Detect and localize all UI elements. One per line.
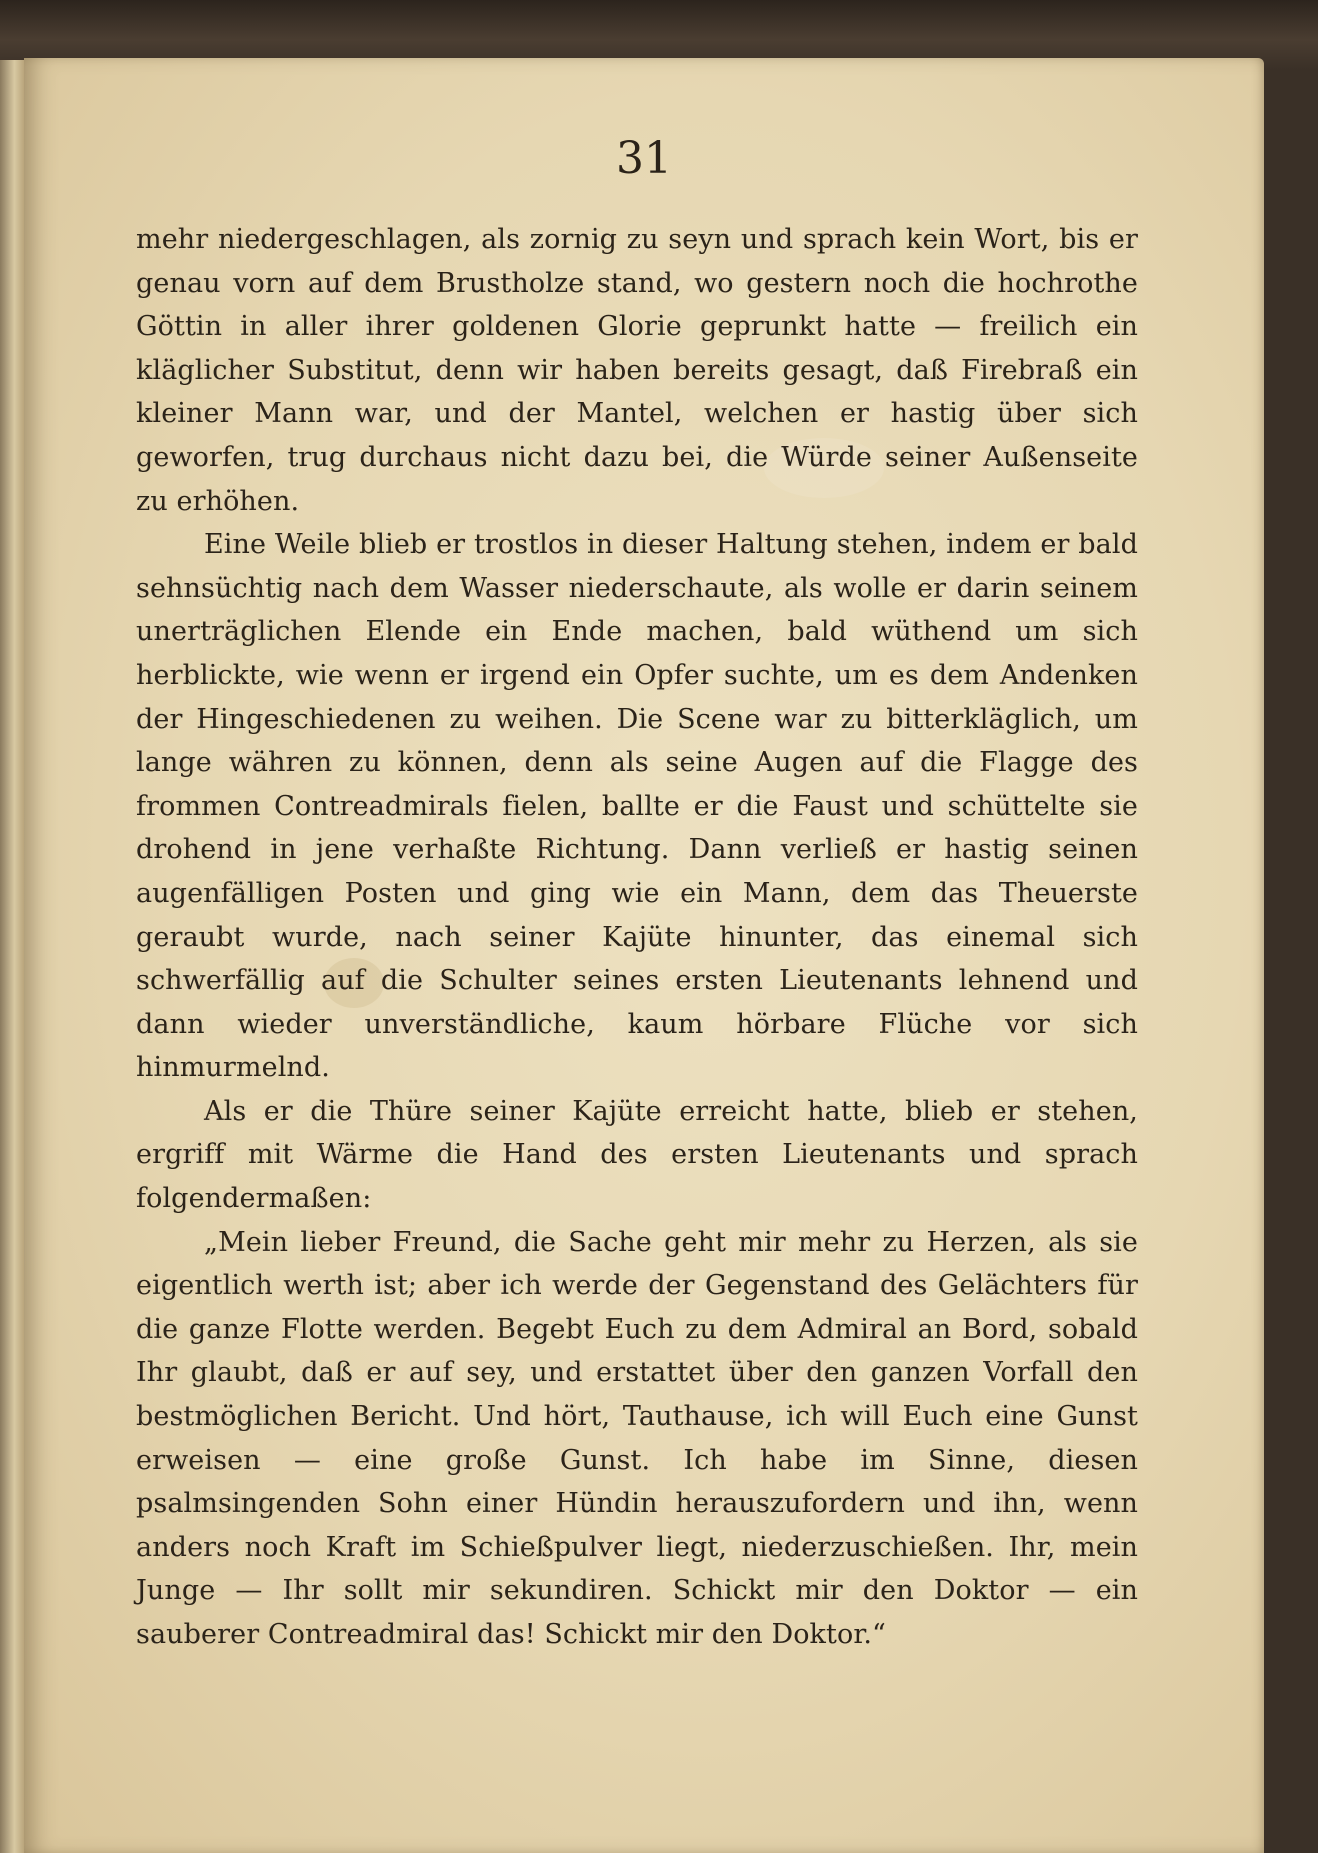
left-page-edge	[0, 60, 24, 1853]
page-number: 31	[616, 133, 672, 184]
paragraph: mehr niedergeschlagen, als zornig zu seyn und sprach kein Wort, bis er genau vorn auf dem Brustholze stand, wo gestern noch die hochrothe Göttin in aller ihrer goldenen Glorie geprunkt hatte — freilich ein kläglicher Substitut, denn wir haben bereits gesagt, daß Firebraß ein kleiner Mann war, und der Mantel, welchen er hastig über sich geworfen, trug durchaus nicht dazu bei, die Würde seiner Außenseite zu erhöhen.	[136, 224, 1138, 517]
paragraph: Eine Weile blieb er trostlos in dieser Haltung stehen, indem er bald sehnsüchtig nach dem Wasser niederschaute, als wolle er darin seinem unerträglichen Elende ein Ende machen, bald wüthend um sich herblickte, wie wenn er irgend ein Opfer suchte, um es dem Andenken der Hingeschiedenen zu weihen. Die Scene war zu bitterkläglich, um lange währen zu können, denn als seine Augen auf die Flagge des frommen Contreadmirals fielen, ballte er die Faust und schüttelte sie drohend in jene verhaßte Richtung. Dann verließ er hastig seinen augenfälligen Posten und ging wie ein Mann, dem das Theuerste geraubt wurde, nach seiner Kajüte hinunter, das einemal sich schwerfällig auf die Schulter seines ersten Lieutenants lehnend und dann wieder unverständliche, kaum hörbare Flüche vor sich hinmurmelnd.	[136, 529, 1138, 1084]
paragraph: „Mein lieber Freund, die Sache geht mir mehr zu Herzen, als sie eigentlich werth ist; aber ich werde der Gegenstand des Gelächters für die ganze Flotte werden. Begebt Euch zu dem Admiral an Bord, sobald Ihr glaubt, daß er auf sey, und erstattet über den ganzen Vorfall den bestmöglichen Bericht. Und hört, Tauthause, ich will Euch eine Gunst erweisen — eine große Gunst. Ich habe im Sinne, diesen psalmsingenden Sohn einer Hündin herauszufordern und ihn, wenn anders noch Kraft im Schießpulver liegt, niederzuschießen. Ihr, mein Junge — Ihr sollt mir sekundiren. Schickt mir den Doktor — ein sauberer Contreadmiral das! Schickt mir den Doktor.“	[136, 1226, 1138, 1650]
book-page	[24, 58, 1264, 1853]
body-text	[136, 218, 1138, 1657]
paragraph: Als er die Thüre seiner Kajüte erreicht hatte, blieb er stehen, ergriff mit Wärme die Hand des ersten Lieutenants und sprach folgendermaßen:	[136, 1095, 1138, 1215]
